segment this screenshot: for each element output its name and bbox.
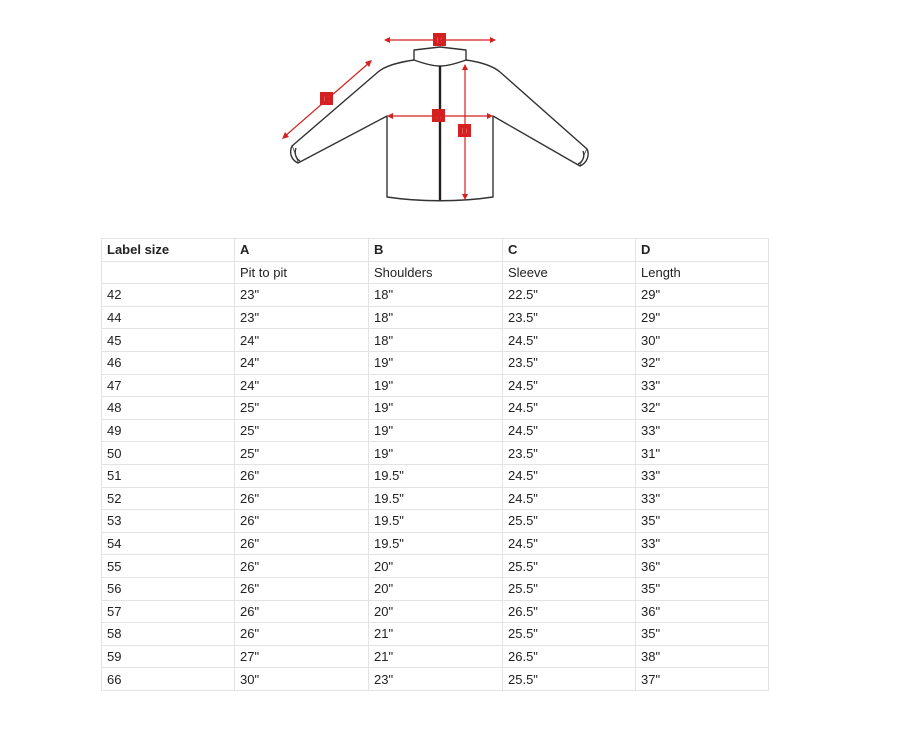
length-cell: 32" xyxy=(636,397,769,420)
pit-to-pit-cell: 23" xyxy=(235,284,369,307)
label-size-cell: 48 xyxy=(102,397,235,420)
subheader-pit-to-pit: Pit to pit xyxy=(235,261,369,284)
table-row xyxy=(102,306,769,329)
shoulders-cell: 19" xyxy=(369,397,503,420)
table-row xyxy=(102,442,769,465)
shoulders-cell: 19.5" xyxy=(369,532,503,555)
label-size-cell: 47 xyxy=(102,374,235,397)
table-row xyxy=(102,284,769,307)
pit-to-pit-cell: 27" xyxy=(235,645,369,668)
table-row xyxy=(102,351,769,374)
label-size-cell: 66 xyxy=(102,668,235,691)
shoulders-cell: 18" xyxy=(369,306,503,329)
table-row xyxy=(102,464,769,487)
length-cell: 33" xyxy=(636,419,769,442)
shoulders-cell: 20" xyxy=(369,555,503,578)
subheader-shoulders: Shoulders xyxy=(369,261,503,284)
pit-to-pit-cell: 24" xyxy=(235,374,369,397)
pit-to-pit-cell: 26" xyxy=(235,464,369,487)
pit-to-pit-cell: 26" xyxy=(235,487,369,510)
size-chart-body xyxy=(102,239,769,691)
shoulders-cell: 21" xyxy=(369,623,503,646)
table-row xyxy=(102,532,769,555)
sleeve-cell: 26.5" xyxy=(503,645,636,668)
subheader-empty xyxy=(102,261,235,284)
label-size-cell: 49 xyxy=(102,419,235,442)
label-size-cell: 58 xyxy=(102,623,235,646)
measure-label-d: D xyxy=(460,126,469,138)
shoulders-cell: 21" xyxy=(369,645,503,668)
table-row xyxy=(102,600,769,623)
shoulders-cell: 20" xyxy=(369,600,503,623)
table-row xyxy=(102,555,769,578)
length-cell: 29" xyxy=(636,284,769,307)
shoulders-cell: 23" xyxy=(369,668,503,691)
sleeve-cell: 26.5" xyxy=(503,600,636,623)
shoulders-cell: 19" xyxy=(369,351,503,374)
sleeve-cell: 25.5" xyxy=(503,510,636,533)
length-cell: 30" xyxy=(636,329,769,352)
length-cell: 35" xyxy=(636,510,769,533)
measure-label-a: A xyxy=(434,111,443,123)
table-row xyxy=(102,487,769,510)
subheader-row xyxy=(102,261,769,284)
label-size-cell: 44 xyxy=(102,306,235,329)
table-row xyxy=(102,645,769,668)
label-size-cell: 45 xyxy=(102,329,235,352)
sleeve-cell: 24.5" xyxy=(503,419,636,442)
pit-to-pit-cell: 26" xyxy=(235,532,369,555)
label-size-cell: 42 xyxy=(102,284,235,307)
length-cell: 29" xyxy=(636,306,769,329)
table-row xyxy=(102,374,769,397)
shoulders-cell: 19.5" xyxy=(369,487,503,510)
sleeve-cell: 24.5" xyxy=(503,532,636,555)
pit-to-pit-cell: 30" xyxy=(235,668,369,691)
length-cell: 33" xyxy=(636,532,769,555)
table-row xyxy=(102,397,769,420)
length-cell: 38" xyxy=(636,645,769,668)
measure-b-shoulders xyxy=(384,33,496,47)
jacket-measurement-diagram xyxy=(280,26,600,206)
shoulders-cell: 18" xyxy=(369,329,503,352)
length-cell: 35" xyxy=(636,577,769,600)
table-row xyxy=(102,510,769,533)
label-size-cell: 55 xyxy=(102,555,235,578)
header-label-size: Label size xyxy=(102,239,235,262)
label-size-cell: 50 xyxy=(102,442,235,465)
label-size-cell: 59 xyxy=(102,645,235,668)
pit-to-pit-cell: 23" xyxy=(235,306,369,329)
length-cell: 31" xyxy=(636,442,769,465)
size-chart-table xyxy=(101,238,769,691)
sleeve-cell: 25.5" xyxy=(503,555,636,578)
sleeve-cell: 24.5" xyxy=(503,397,636,420)
label-size-cell: 56 xyxy=(102,577,235,600)
pit-to-pit-cell: 26" xyxy=(235,555,369,578)
sleeve-cell: 23.5" xyxy=(503,306,636,329)
sleeve-cell: 23.5" xyxy=(503,442,636,465)
label-size-cell: 46 xyxy=(102,351,235,374)
measure-label-b: B xyxy=(435,35,444,47)
table-row xyxy=(102,329,769,352)
header-c: C xyxy=(503,239,636,262)
length-cell: 33" xyxy=(636,374,769,397)
table-row xyxy=(102,623,769,646)
shoulders-cell: 19" xyxy=(369,419,503,442)
pit-to-pit-cell: 26" xyxy=(235,577,369,600)
pit-to-pit-cell: 24" xyxy=(235,351,369,374)
measure-label-c: C xyxy=(322,94,331,106)
sleeve-cell: 25.5" xyxy=(503,623,636,646)
sleeve-cell: 24.5" xyxy=(503,374,636,397)
header-b: B xyxy=(369,239,503,262)
label-size-cell: 53 xyxy=(102,510,235,533)
label-size-cell: 54 xyxy=(102,532,235,555)
label-size-cell: 52 xyxy=(102,487,235,510)
pit-to-pit-cell: 26" xyxy=(235,623,369,646)
length-cell: 33" xyxy=(636,464,769,487)
label-size-cell: 51 xyxy=(102,464,235,487)
pit-to-pit-cell: 24" xyxy=(235,329,369,352)
pit-to-pit-cell: 25" xyxy=(235,419,369,442)
shoulders-cell: 18" xyxy=(369,284,503,307)
sleeve-cell: 24.5" xyxy=(503,464,636,487)
shoulders-cell: 19" xyxy=(369,374,503,397)
sleeve-cell: 24.5" xyxy=(503,329,636,352)
shoulders-cell: 19.5" xyxy=(369,464,503,487)
label-size-cell: 57 xyxy=(102,600,235,623)
shoulders-cell: 20" xyxy=(369,577,503,600)
length-cell: 36" xyxy=(636,555,769,578)
shoulders-cell: 19" xyxy=(369,442,503,465)
pit-to-pit-cell: 25" xyxy=(235,442,369,465)
length-cell: 32" xyxy=(636,351,769,374)
pit-to-pit-cell: 26" xyxy=(235,600,369,623)
length-cell: 37" xyxy=(636,668,769,691)
table-row xyxy=(102,668,769,691)
sleeve-cell: 25.5" xyxy=(503,668,636,691)
pit-to-pit-cell: 26" xyxy=(235,510,369,533)
length-cell: 36" xyxy=(636,600,769,623)
jacket-outline xyxy=(291,47,589,201)
length-cell: 35" xyxy=(636,623,769,646)
sleeve-cell: 24.5" xyxy=(503,487,636,510)
header-d: D xyxy=(636,239,769,262)
subheader-sleeve: Sleeve xyxy=(503,261,636,284)
shoulders-cell: 19.5" xyxy=(369,510,503,533)
pit-to-pit-cell: 25" xyxy=(235,397,369,420)
table-row xyxy=(102,419,769,442)
sleeve-cell: 25.5" xyxy=(503,577,636,600)
length-cell: 33" xyxy=(636,487,769,510)
sleeve-cell: 22.5" xyxy=(503,284,636,307)
sleeve-cell: 23.5" xyxy=(503,351,636,374)
header-a: A xyxy=(235,239,369,262)
subheader-length: Length xyxy=(636,261,769,284)
header-row xyxy=(102,239,769,262)
table-row xyxy=(102,577,769,600)
